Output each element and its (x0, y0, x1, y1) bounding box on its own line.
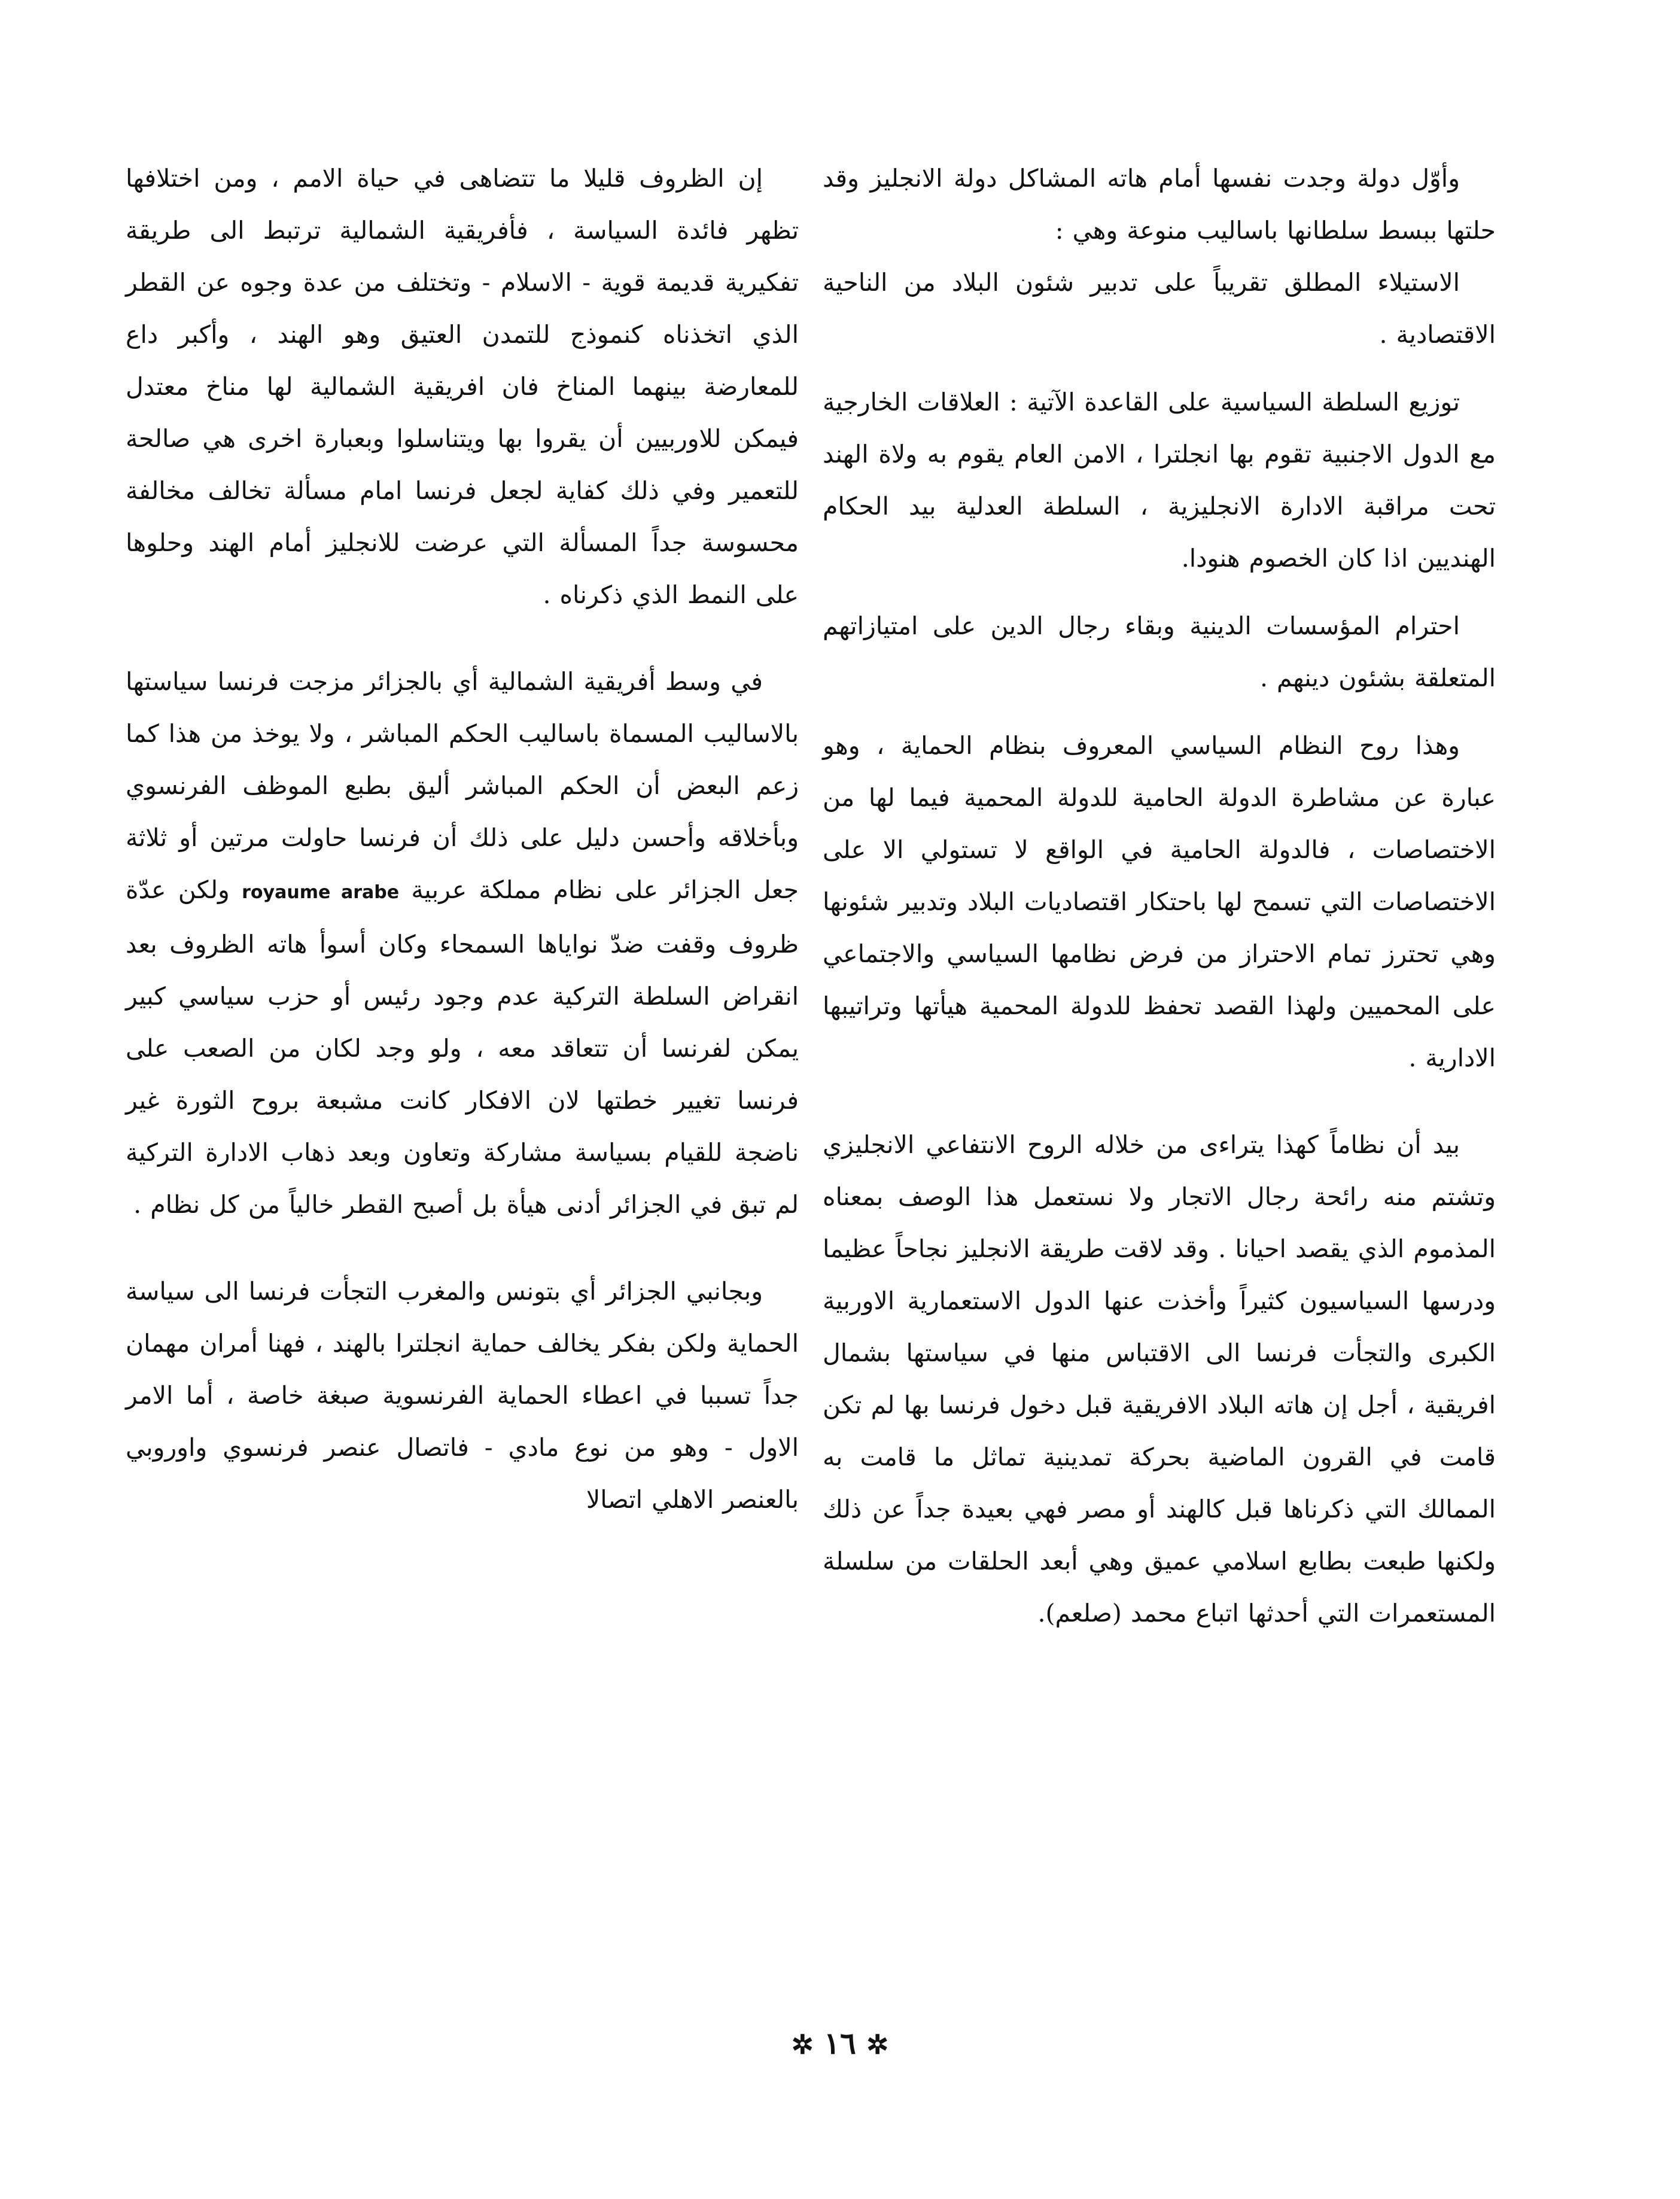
paragraph: وبجانبي الجزائر أي بتونس والمغرب التجأت فرنسا الى سياسة الحماية ولكن بفكر يخالف حماية انجلترا بالهند ، فهنا أمران مهمان جداً تسببا في اعطاء الحماية الفرنسوية صبغة خاصة ، أما الامر الاول - وهو من نوع مادي - فاتصال عنصر فرنسوي واوروبي بالعنصر الاهلي اتصالا (126, 1277, 799, 1514)
paragraph: الاستيلاء المطلق تقريباً على تدبير شئون البلاد من الناحية الاقتصادية . (823, 268, 1496, 349)
paragraph: توزيع السلطة السياسية على القاعدة الآتية : العلاقات الخارجية مع الدول الاجنبية تقوم بها انجلترا ، الامن العام يقوم به ولاة الهند تحت مراقبة الادارة الانجليزية ، السلطة العدلية بيد الحكام الهنديين اذا كان الخصوم هنودا. (823, 388, 1496, 573)
paragraph: إن الظروف قليلا ما تتضاهى في حياة الامم ، ومن اختلافها تظهر فائدة السياسة ، فأفريقية الشمالية ترتبط الى طريقة تفكيرية قديمة قوية - الاسلام - وتختلف من عدة وجوه عن القطر الذي اتخذناه كنموذج للتمدن العتيق وهو الهند ، وأكبر داع للمعارضة بينهما المناخ فان افريقية الشمالية لها مناخ معتدل فيمكن للاوربيين أن يقروا بها ويتناسلوا وبعبارة اخرى هي صالحة للتعمير وفي ذلك كفاية لجعل فرنسا امام مسألة تخالف مخالفة محسوسة جداً المسألة التي عرضت للانجليز أمام الهند وحلوها على النمط الذي ذكرناه . (126, 164, 799, 609)
page-footer (0, 2025, 1680, 2061)
page-number: ١٦ (824, 2025, 856, 2061)
paragraph: وأوّل دولة وجدت نفسها أمام هاته المشاكل دولة الانجليز وقد حلتها ببسط سلطانها باساليب منوعة وهي : (823, 164, 1496, 245)
right-column (823, 153, 1496, 1640)
star-ornament-icon: ✲ (791, 2030, 814, 2060)
paragraph: وهذا روح النظام السياسي المعروف بنظام الحماية ، وهو عبارة عن مشاطرة الدولة الحامية للدولة المحمية فيما لها من الاختصاصات ، فالدولة الحامية في الواقع لا تستولي الا على الاختصاصات التي تسمح لها باحتكار اقتصاديات البلاد وتدبير شئونها وهي تحترز تمام الاحتراز من فرض نظامها السياسي والاجتماعي على المحميين ولهذا القصد تحفظ للدولة المحمية هيأتها وتراتيبها الادارية . (823, 731, 1496, 1072)
paragraph-text: ولكن عدّة ظروف وقفت ضدّ نواياها السمحاء وكان أسوأ هاته الظروف بعد انقراض السلطة التركية عدم وجود رئيس أو حزب سياسي كبير يمكن لفرنسا أن تتعاقد معه ، ولو وجد لكان من الصعب على فرنسا تغيير خطتها لان الافكار كانت مشبعة بروح الثورة غير ناضجة للقيام بسياسة مشاركة وتعاون وبعد ذهاب الادارة التركية لم تبق في الجزائر أدنى هيأة بل أصبح القطر خالياً من كل نظام . (126, 875, 799, 1219)
paragraph (126, 656, 799, 1231)
paragraph: بيد أن نظاماً كهذا يتراءى من خلاله الروح الانتفاعي الانجليزي وتشتم منه رائحة رجال الاتجار ولا نستعمل هذا الوصف بمعناه المذموم الذي يقصد احيانا . وقد لاقت طريقة الانجليز نجاحاً عظيما ودرسها السياسيون كثيراً وأخذت عنها الدول الاستعمارية الاوربية الكبرى والتجأت فرنسا الى الاقتباس منها في سياستها بشمال افريقية ، أجل إن هاته البلاد الافريقية قبل دخول فرنسا بها لم تكن قامت في القرون الماضية بحركة تمدينية تماثل ما قامت به الممالك التي ذكرناها قبل كالهند أو مصر فهي بعيدة جداً عن ذلك ولكنها طبعت بطابع اسلامي عميق وهي أبعد الحلقات من سلسلة المستعمرات التي أحدثها اتباع محمد (صلعم). (823, 1130, 1496, 1628)
star-ornament-icon: ✲ (866, 2030, 889, 2060)
latin-term: royaume arabe (242, 882, 400, 903)
paragraph: احترام المؤسسات الدينية وبقاء رجال الدين على امتيازاتهم المتعلقة بشئون دينهم . (823, 612, 1496, 692)
left-column (126, 153, 799, 1526)
paragraph-text: في وسط أفريقية الشمالية أي بالجزائر مزجت فرنسا سياستها بالاساليب المسماة باساليب الحكم المباشر ، ولا يوخذ من هذا كما زعم البعض أن الحكم المباشر أليق بطبع الموظف الفرنسوي وبأخلاقه وأحسن دليل على ذلك أن فرنسا حاولت مرتين أو ثلاثة جعل الجزائر على نظام مملكة عربية (126, 667, 799, 904)
